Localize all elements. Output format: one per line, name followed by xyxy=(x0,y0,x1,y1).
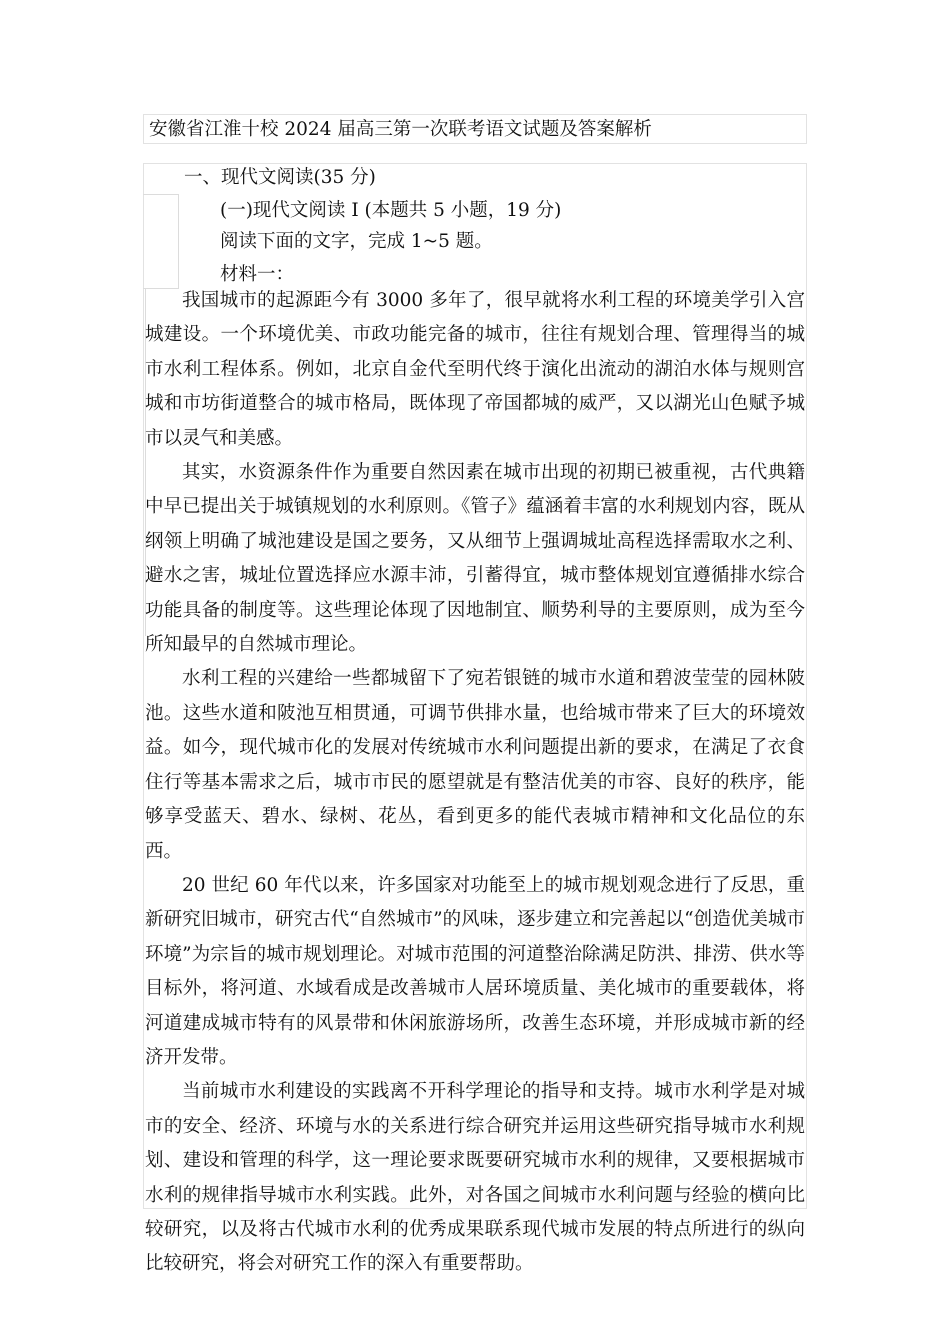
paragraph-4: 20 世纪 60 年代以来，许多国家对功能至上的城市规划观念进行了反思，重新研究旧城市，研究古代“自然城市”的风味，逐步建立和完善起以“创造优美城市环境”为宗旨的城市规划理论。对城市范围的河道整治除满足防洪、排涝、供水等目标外，将河道、水域看成是改善城市人居环境质量、美化城市的重要载体，将河道建成城市特有的风景带和休闲旅游场所，改善生态环境，并形成城市新的经济开发带。 xyxy=(145,874,805,1068)
subsection-heading: (一)现代文阅读 I (本题共 5 小题，19 分) xyxy=(220,200,562,221)
material-label: 材料一： xyxy=(220,264,295,285)
frame-rule-vertical-inner xyxy=(178,194,179,288)
document-title: 安徽省江淮十校 2024 届高三第一次联考语文试题及答案解析 xyxy=(149,119,652,140)
frame-rule-heading xyxy=(143,194,179,195)
paragraph-1: 我国城市的起源距今有 3000 多年了，很早就将水利工程的环境美学引入宫城建设。一个环境优美、市政功能完备的城市，往往有规划合理、管理得当的城市水利工程体系。例如，北京自金代至明代终于演化出流动的湖泊水体与规则宫城和市坊街道整合的城市格局，既体现了帝国都城的威严，又以湖光山色赋予城市以灵气和美感。 xyxy=(145,290,805,449)
instruction-text: 阅读下面的文字，完成 1~5 题。 xyxy=(220,231,493,252)
paragraph-3: 水利工程的兴建给一些都城留下了宛若银链的城市水道和碧波莹莹的园林陂池。这些水道和陂池互相贯通，可调节供排水量，也给城市带来了巨大的环境效益。如今，现代城市化的发展对传统城市水利问题提出新的要求，在满足了衣食住行等基本需求之后，城市市民的愿望就是有整洁优美的市容、良好的秩序，能够享受蓝天、碧水、绿树、花丛，看到更多的能代表城市精神和文化品位的东西。 xyxy=(145,668,805,862)
material-body xyxy=(145,284,805,1282)
section-heading: 一、现代文阅读(35 分) xyxy=(184,167,376,188)
paragraph-2: 其实，水资源条件作为重要自然因素在城市出现的初期已被重视，古代典籍中早已提出关于城镇规划的水利原则。《管子》蕴涵着丰富的水利规划内容，既从纲领上明确了城池建设是国之要务，又从细节上强调城址高程选择需取水之利、避水之害，城址位置选择应水源丰沛，引蓄得宜，城市整体规划宜遵循排水综合功能具备的制度等。这些理论体现了因地制宜、顺势利导的主要原则，成为至今所知最早的自然城市理论。 xyxy=(145,462,805,656)
paragraph-5: 当前城市水利建设的实践离不开科学理论的指导和支持。城市水利学是对城市的安全、经济、环境与水的关系进行综合研究并运用这些研究指导城市水利规划、建设和管理的科学，这一理论要求既要研究城市水利的规律，又要根据城市水利的规律指导城市水利实践。此外，对各国之间城市水利问题与经验的横向比较研究，以及将古代城市水利的优秀成果联系现代城市发展的特点所进行的纵向比较研究，将会对研究工作的深入有重要帮助。 xyxy=(145,1081,805,1275)
title-box xyxy=(143,114,807,144)
